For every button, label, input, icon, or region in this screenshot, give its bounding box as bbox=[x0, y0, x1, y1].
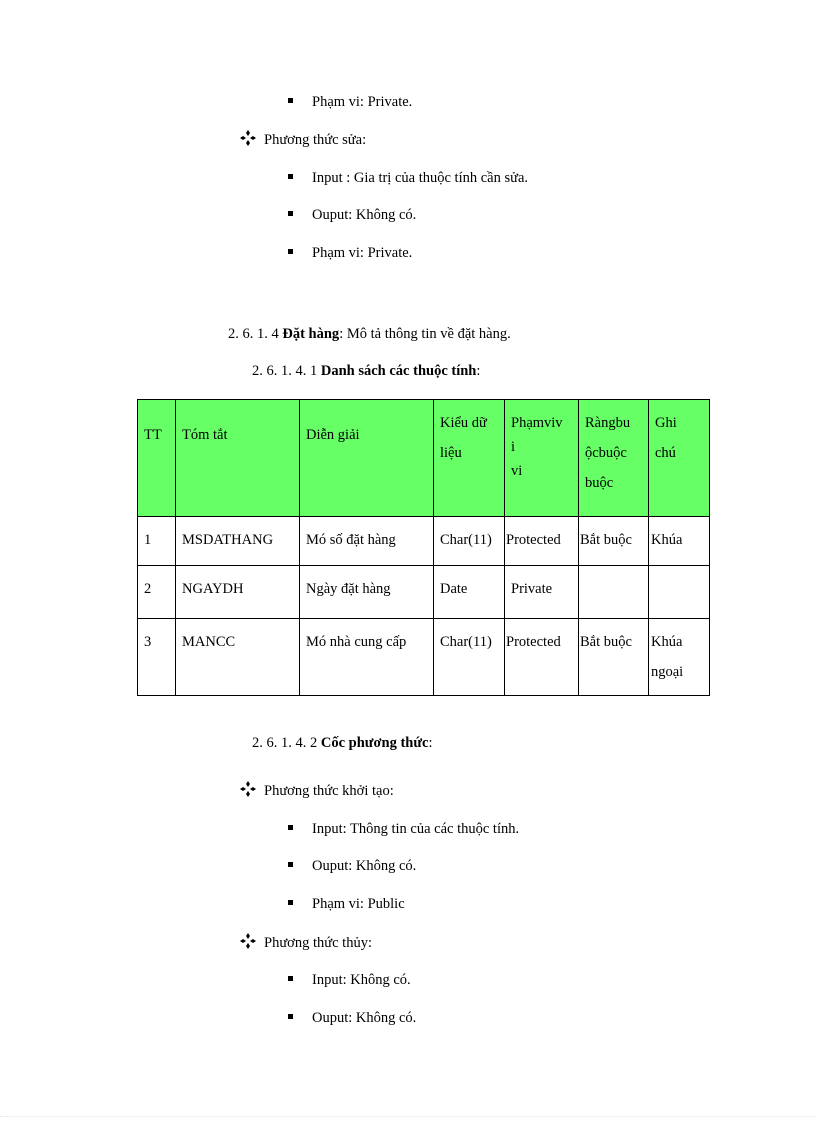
header-line: Phạmviv bbox=[511, 415, 563, 431]
bullet-square-icon bbox=[288, 825, 293, 830]
section-number: 2. 6. 1. 4. 1 bbox=[252, 363, 318, 379]
section-heading-attributes bbox=[252, 362, 480, 380]
diamond-bullet-icon bbox=[239, 129, 257, 147]
section-title: Danh sách các thuộc tính bbox=[320, 363, 477, 379]
diamond-bullet-icon bbox=[239, 780, 257, 798]
col-header-tom-tat: Tóm tắt bbox=[176, 400, 300, 517]
cell-ghi-chu bbox=[649, 566, 710, 619]
col-header-tt: TT bbox=[138, 400, 176, 517]
cell-dien-giai: Mó số đặt hàng bbox=[300, 517, 434, 566]
header-line: Ràngbu bbox=[585, 415, 631, 431]
bullet-square-icon bbox=[288, 211, 293, 216]
section-desc: : Mô tả thông tin về đặt hàng. bbox=[339, 326, 511, 342]
table-row bbox=[138, 619, 710, 696]
list-item: Phạm vi: Private. bbox=[312, 94, 413, 110]
method-sua-label: Phương thức sửa: bbox=[264, 132, 367, 148]
cell-tom-tat: MSDATHANG bbox=[176, 517, 300, 566]
cell-tom-tat: NGAYDH bbox=[176, 566, 300, 619]
cell-pham-vi: Protected bbox=[505, 619, 579, 696]
cell-tt: 1 bbox=[138, 517, 176, 566]
note-line: Khúa bbox=[651, 634, 683, 650]
list-item: Input: Thông tin của các thuộc tính. bbox=[312, 821, 520, 837]
list-item: Ouput: Không có. bbox=[312, 207, 417, 223]
section-suffix: : bbox=[476, 363, 481, 379]
bullet-square-icon bbox=[288, 862, 293, 867]
page-bottom-divider bbox=[0, 1116, 816, 1117]
cell-dien-giai: Mó nhà cung cấp bbox=[300, 619, 434, 696]
section-number: 2. 6. 1. 4. 2 bbox=[252, 735, 318, 751]
list-item: Phạm vi: Private. bbox=[312, 245, 413, 261]
cell-ghi-chu: Khúa bbox=[649, 517, 710, 566]
cell-kieu: Char(11) bbox=[434, 619, 505, 696]
header-line: chú bbox=[655, 445, 676, 461]
cell-dien-giai: Ngày đặt hàng bbox=[300, 566, 434, 619]
list-item: Ouput: Không có. bbox=[312, 858, 417, 874]
section-number: 2. 6. 1. 4 bbox=[228, 326, 279, 342]
cell-rang-buoc bbox=[579, 566, 649, 619]
header-line: i bbox=[511, 439, 516, 455]
col-header-dien-giai: Diễn giải bbox=[300, 400, 434, 517]
cell-pham-vi: Private bbox=[505, 566, 579, 619]
bullet-square-icon bbox=[288, 98, 293, 103]
bullet-square-icon bbox=[288, 249, 293, 254]
header-line: Ghi bbox=[655, 415, 677, 431]
header-line: vi bbox=[511, 463, 523, 479]
note-line: ngoại bbox=[651, 664, 684, 680]
header-line: liệu bbox=[440, 445, 462, 461]
bullet-square-icon bbox=[288, 174, 293, 179]
bullet-square-icon bbox=[288, 976, 293, 981]
attributes-table bbox=[137, 399, 710, 696]
cell-kieu: Char(11) bbox=[434, 517, 505, 566]
cell-rang-buoc: Bắt buộc bbox=[579, 619, 649, 696]
method-khoi-tao-label: Phương thức khởi tạo: bbox=[264, 783, 394, 799]
section-heading-methods bbox=[252, 734, 433, 752]
header-line: Kiểu dữ bbox=[440, 415, 487, 431]
table-row bbox=[138, 566, 710, 619]
section-title: Đặt hàng bbox=[282, 326, 340, 342]
col-header-kieu-du-lieu bbox=[434, 400, 505, 517]
col-header-ghi-chu bbox=[649, 400, 710, 517]
section-title: Cốc phương thức bbox=[320, 735, 429, 751]
diamond-bullet-icon bbox=[239, 932, 257, 950]
cell-pham-vi: Protected bbox=[505, 517, 579, 566]
cell-ghi-chu bbox=[649, 619, 710, 696]
cell-tt: 3 bbox=[138, 619, 176, 696]
section-heading-dat-hang bbox=[228, 325, 511, 343]
method-huy-label: Phương thức thủy: bbox=[264, 935, 372, 951]
bullet-square-icon bbox=[288, 1014, 293, 1019]
list-item: Input: Không có. bbox=[312, 972, 411, 988]
section-suffix: : bbox=[428, 735, 433, 751]
table-row bbox=[138, 517, 710, 566]
cell-tom-tat: MANCC bbox=[176, 619, 300, 696]
col-header-rang-buoc bbox=[579, 400, 649, 517]
bullet-square-icon bbox=[288, 900, 293, 905]
header-line: ộcbuộc bbox=[585, 445, 627, 461]
list-item: Input : Gia trị của thuộc tính cần sửa. bbox=[312, 170, 529, 186]
table-header-row bbox=[138, 400, 710, 517]
col-header-pham-vi bbox=[505, 400, 579, 517]
cell-rang-buoc: Bắt buộc bbox=[579, 517, 649, 566]
list-item: Phạm vi: Public bbox=[312, 896, 405, 912]
cell-tt: 2 bbox=[138, 566, 176, 619]
header-line: buộc bbox=[585, 475, 614, 491]
cell-kieu: Date bbox=[434, 566, 505, 619]
list-item: Ouput: Không có. bbox=[312, 1010, 417, 1026]
